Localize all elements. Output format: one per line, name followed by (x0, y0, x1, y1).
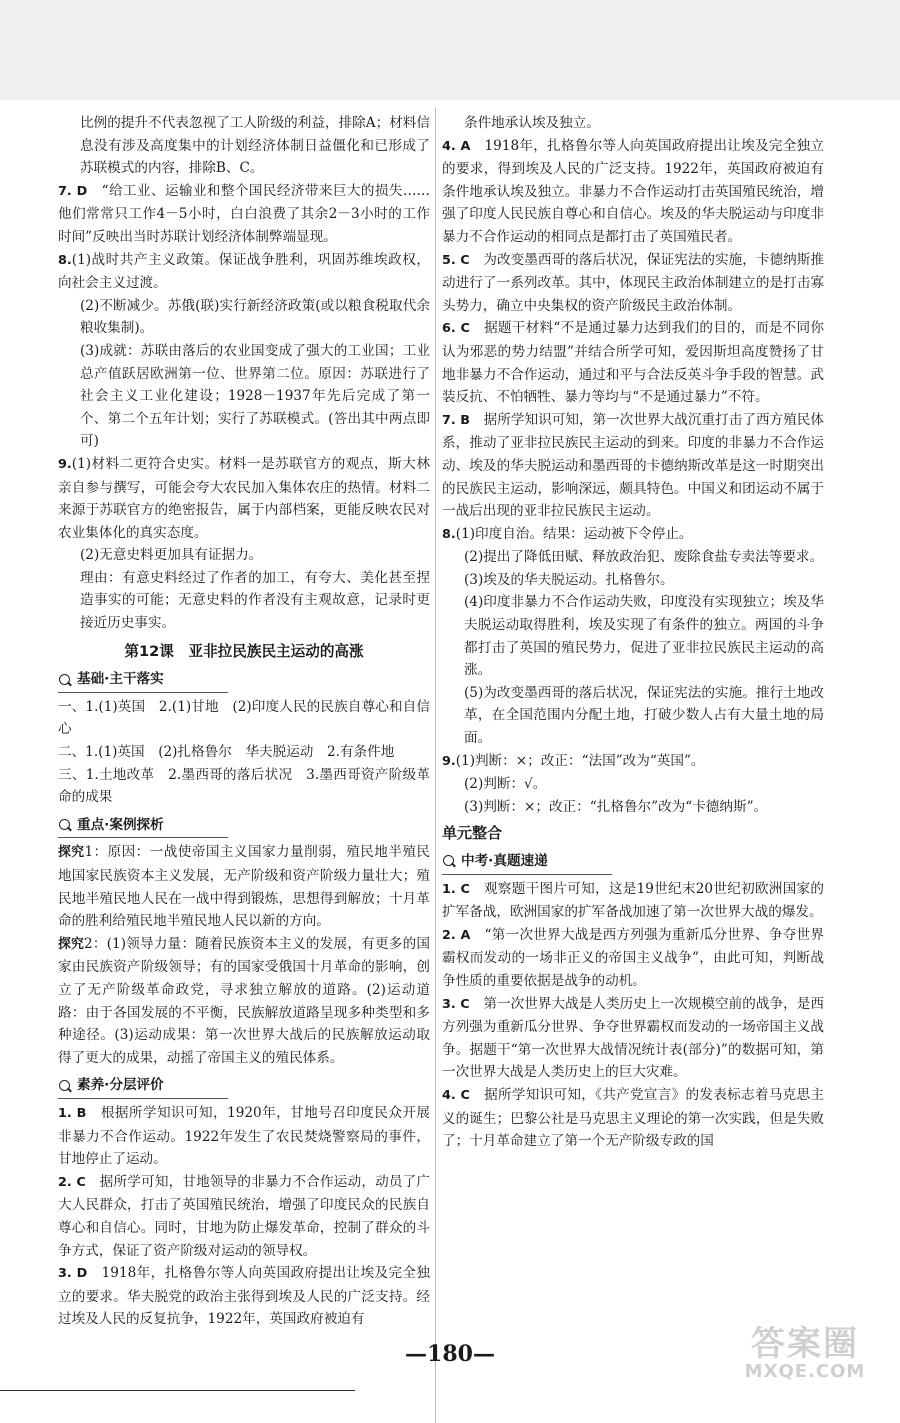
inquiry-text: 2：(1)领导力量：随着民族资本主义的发展，有更多的国家由民族资产阶级领导；有的国家受俄国十月革命的影响，创立了无产阶级革命政党，寻求独立解放的道路。(2)运动道路：由于各国发展的不平衡，民族解放道路呈现多种类型和多种途径。(3)运动成果：第一次世界大战后的民族解放运动取得了更大的成果，动摇了帝国主义的殖民体系。 (58, 935, 430, 1066)
answer-text: (1)战时共产主义政策。保证战争胜利，巩固苏维埃政权，向社会主义过渡。 (58, 251, 430, 292)
eval-answer-9 (442, 750, 824, 774)
answer-num: 2. A (442, 927, 471, 943)
section-title: 重点·案例探析 (77, 816, 164, 833)
answer-text: 根据所学知识可知，1920年，甘地号召印度民众开展非暴力不合作运动。1922年发生了农民焚烧警察局的事件，甘地停止了运动。 (58, 1104, 431, 1168)
answer-num: 1. B (58, 1105, 87, 1121)
answer-text: 1918年，扎格鲁尔等人向英国政府提出让埃及完全独立的要求，得到埃及人民的广泛支持。1922年，英国政府被迫有条件地承认埃及独立。非暴力不合作运动打击英国殖民统治，增强了印度人民民族自尊心和自信心。埃及的华夫脱运动与印度非暴力不合作运动的相同点是都打击了英国殖民者。 (442, 137, 825, 245)
answer-num: 3. C (442, 996, 470, 1012)
answer-num: 9. (442, 753, 456, 769)
inquiry-2 (58, 933, 430, 1070)
answer-num: 7. B (442, 412, 470, 428)
watermark-text: 答案圈 (751, 1324, 859, 1364)
magnifier-icon (58, 673, 72, 687)
lesson-title: 第12课 亚非拉民族民主运动的高涨 (124, 642, 364, 660)
answer-num: 3. D (58, 1266, 88, 1282)
eval-answer-8 (442, 523, 824, 547)
answer-num: 7. D (58, 183, 88, 199)
answer-8 (58, 249, 430, 295)
watermark-url: MXQE.COM (744, 1361, 866, 1382)
answer-text: 据题干材料“不是通过暴力达到我们的目的，而是不同你认为邪恶的势力结盟”并结合所学可知，爱因斯坦高度赞扬了甘地非暴力不合作运动，通过和平与合法反英斗争手段的智慧。武装反抗、不怕牺牲、暴力等均与“不是通过暴力”不符。 (442, 320, 824, 406)
section-title: 中考·真题速递 (461, 853, 548, 869)
section-header-exam (442, 850, 612, 875)
inquiry-label: 探究 (58, 936, 85, 952)
answer-text: 观察题干图片可知，这是19世纪末20世纪初欧洲国家的扩军备战，欧洲国家的扩军备战加速了第一次世界大战的爆发。 (442, 880, 825, 921)
exam-answer-4 (442, 1084, 824, 1153)
answer-9-reason: 理由：有意史料经过了作者的加工，有夸大、美化甚至捏造事实的可能；无意史料的作者没有主观故意，记录时更接近历史事实。 (80, 569, 430, 632)
exam-answer-1 (442, 878, 824, 924)
basic-answer-1: 一、1.(1)英国 2.(1)甘地 (2)印度人民的民族自尊心和自信心 (58, 698, 430, 738)
answer-8-part2: (2)不断减少。苏俄(联)实行新经济政策(或以粮食税取代余粮收集制)。 (80, 297, 430, 337)
right-column (442, 112, 824, 1153)
exam-answer-2 (442, 924, 824, 993)
eval-answer-2 (58, 1171, 430, 1262)
answer-9-part2: (2)无意史料更加具有证据力。 (80, 547, 263, 564)
inquiry-label: 探究 (58, 845, 85, 861)
column-divider (435, 108, 436, 1423)
eval-answer-3 (58, 1262, 430, 1331)
basic-answer-3: 三、1.土地改革 2.墨西哥的落后状况 3.墨西哥资产阶级革命的成果 (58, 766, 430, 806)
answer-text: (1)材料二更符合史实。材料一是苏联官方的观点，斯大林亲自参与撰写，可能会夸大农民加入集体农庄的热情。材料二来源于苏联官方的绝密报告，属于内部档案，更能反映农民对农业集体化的真实态度。 (58, 455, 430, 541)
answer-text: “给工业、运输业和整个国民经济带来巨大的损失……他们常常只工作4－5小时，白白浪费了其余2－3小时的工作时间”反映出当时苏联计划经济体制弊端显现。 (58, 182, 431, 245)
answer-num: 1. C (442, 881, 470, 897)
inquiry-1 (58, 841, 430, 932)
inquiry-text: 1：原因：一战使帝国主义国家力量削弱，殖民地半殖民地国家民族资本主义发展，无产阶级和资产阶级力量壮大；殖民地半殖民地人民在一战中得到锻炼，思想得到解放；十月革命的胜利给殖民地半殖民地人民以新的方向。 (58, 844, 430, 930)
answer-text: 据所学知识可知，《共产党宣言》的发表标志着马克思主义的诞生；巴黎公社是马克思主义理论的第一次实践，但是失败了；十月革命建立了第一个无产阶级专政的国 (442, 1086, 824, 1150)
exam-answer-3 (442, 993, 824, 1084)
eval-answer-4 (442, 135, 824, 249)
answer-num: 8. (58, 252, 72, 268)
eval-answer-7 (442, 409, 824, 523)
eval-answer-8-part2: (2)提出了降低田赋、释放政治犯、废除食盐专卖法等要求。 (464, 549, 824, 566)
top-margin-band (0, 0, 900, 100)
left-column (58, 112, 430, 1331)
eval-answer-5 (442, 249, 824, 318)
answer-text: (1)印度自治。结果：运动被下令停止。 (455, 525, 693, 542)
section-header-case (58, 814, 228, 839)
section-header-basic (58, 668, 228, 693)
answer-text: 据所学知识可知，第一次世界大战沉重打击了西方殖民体系，推动了亚非拉民族民主运动的到来。印度的非暴力不合作运动、埃及的华夫脱运动和墨西哥的卡德纳斯改革是这一时期突出的民族民主运动，影响深远，颇具特色。中国义和团运动不属于一战后出现的亚非拉民族民主运动。 (442, 411, 824, 520)
unit-title: 单元整合 (442, 824, 503, 843)
answer-num: 6. C (442, 321, 470, 337)
magnifier-icon (58, 818, 72, 832)
section-header-eval (58, 1074, 228, 1099)
answer-num: 5. C (442, 252, 470, 268)
answer-text: (1)判断：×；改正：“法国”改为“英国”。 (455, 752, 705, 769)
eval-answer-6 (442, 317, 824, 408)
answer-num: 2. C (58, 1174, 86, 1190)
section-title: 素养·分层评价 (77, 1077, 164, 1094)
answer-num: 4. A (442, 138, 471, 154)
eval-answer-8-part4: (4)印度非暴力不合作运动失败，印度没有实现独立；埃及华夫脱运动取得胜利，埃及实现了有条件的独立。两国的斗争都打击了英国的殖民势力，促进了亚非拉民族民主运动的高涨。 (464, 594, 824, 679)
answer-text: 据所学可知，甘地领导的非暴力不合作运动，动员了广大人民群众，打击了英国殖民统治，增强了印度民众的民族自尊心和自信心。同时，甘地为防止爆发革命，控制了群众的斗争方式，保证了资产阶级对运动的领导权。 (58, 1173, 431, 1259)
eval-answer-8-part5: (5)为改变墨西哥的落后状况，保证宪法的实施。推行土地改革，在全国范围内分配土地，打破少数人占有大量土地的局面。 (464, 684, 824, 747)
eval-answer-9-part2: (2)判断：√。 (464, 776, 547, 793)
bottom-rule (0, 1390, 355, 1391)
watermark-logo (720, 1325, 890, 1385)
answer-num: 9. (58, 456, 72, 472)
magnifier-icon (442, 854, 456, 868)
answer-text: 1918年，扎格鲁尔等人向英国政府提出让埃及完全独立的要求。华夫脱党的政治主张得到埃及人民的广泛支持。经过埃及人民的反复抗争，1922年，英国政府被迫有 (58, 1265, 431, 1328)
eval-answer-1 (58, 1102, 430, 1171)
answer-text: 第一次世界大战是人类历史上一次规模空前的战争，是西方列强为重新瓜分世界、争夺世界霸权而发动的一场帝国主义战争。据题干“第一次世界大战情况统计表(部分)”的数据可知，第一次世界大战是人类历史上的巨大灾难。 (442, 995, 825, 1081)
basic-answer-2: 二、1.(1)英国 (2)扎格鲁尔 华夫脱运动 2.有条件地 (58, 744, 395, 761)
answer-num: 8. (442, 526, 456, 542)
eval-answer-9-part3: (3)判断：×；改正：“扎格鲁尔”改为“卡德纳斯”。 (464, 798, 768, 815)
answer-text: 为改变墨西哥的落后状况，保证宪法的实施，卡德纳斯推动进行了一系列改革。其中，体现民主政治体制建立的是打击寡头势力，确立中央集权的资产阶级民主政治体制。 (442, 251, 825, 314)
page-number: —180— (405, 1341, 495, 1367)
magnifier-icon (58, 1079, 72, 1093)
answer-text: “第一次世界大战是西方列强为重新瓜分世界、争夺世界霸权而发动的一场非正义的帝国主义战争”，由此可知，判断战争性质的重要依据是战争的动机。 (442, 926, 825, 989)
answer-9 (58, 453, 430, 544)
continued-answer: 条件地承认埃及独立。 (464, 115, 600, 131)
continued-answer: 比例的提升不代表忽视了工人阶级的利益，排除A；材料信息没有涉及高度集中的计划经济体制日益僵化和已形成了苏联模式的内容，排除B、C。 (80, 115, 430, 177)
answer-7 (58, 180, 430, 249)
eval-answer-8-part3: (3)埃及的华夫脱运动。扎格鲁尔。 (464, 571, 674, 588)
answer-num: 4. C (442, 1087, 470, 1103)
answer-8-part3: (3)成就：苏联由落后的农业国变成了强大的工业国；工业总产值跃居欧洲第一位、世界第二位。原因：苏联进行了社会主义工业化建设；1928－1937年先后完成了第一个、第二个五年计划；实行了苏联模式。(答出其中两点即可) (80, 342, 430, 450)
section-title: 基础·主干落实 (77, 671, 164, 688)
